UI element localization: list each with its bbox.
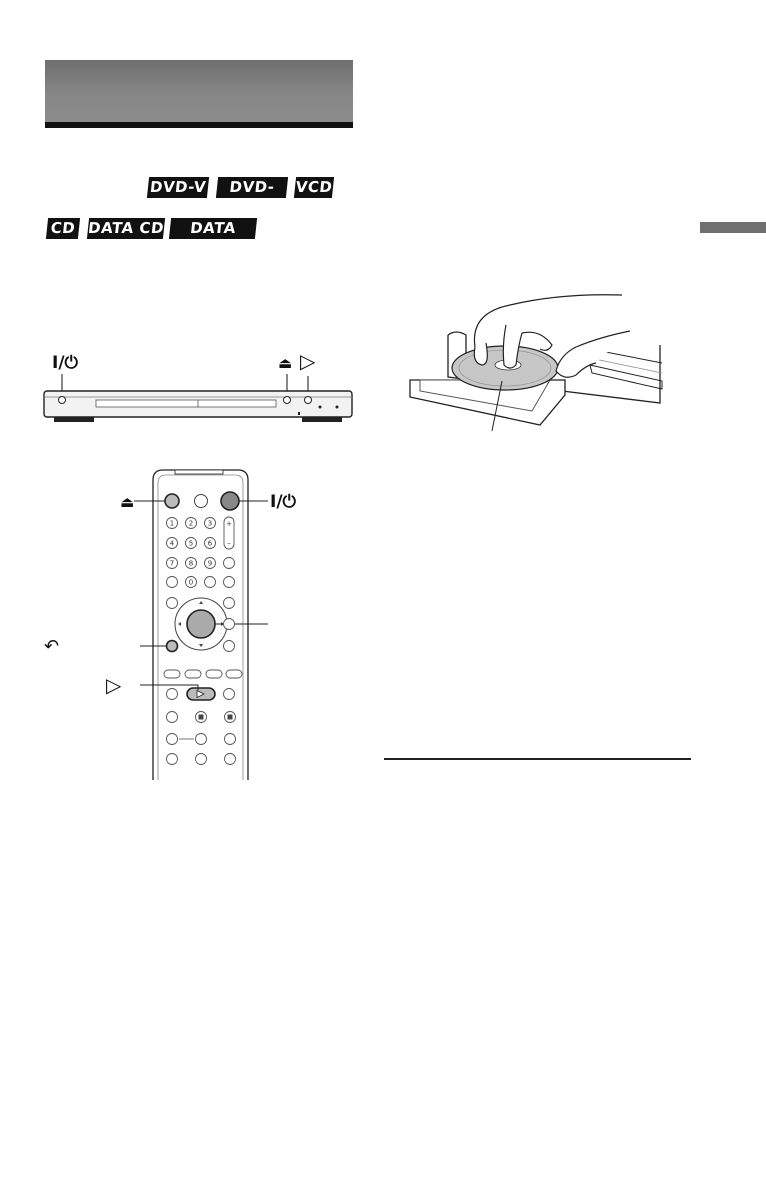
remote-key-volume-up: + bbox=[226, 520, 232, 528]
remote-eject-label: ⏏ bbox=[120, 493, 135, 511]
badge-data-dvd: DATA DVD bbox=[169, 218, 257, 239]
player-eject-label: ⏏ bbox=[278, 354, 293, 372]
badge-dvd-v: DVD-V bbox=[147, 177, 209, 198]
remote-key-4: 4 bbox=[169, 539, 175, 548]
badge-cd: CD bbox=[46, 218, 80, 239]
section-header-block bbox=[45, 60, 353, 122]
remote-play-label: ▷ bbox=[106, 673, 122, 697]
remote-control-illustration bbox=[40, 465, 340, 780]
remote-key-2: 2 bbox=[188, 519, 194, 528]
dvd-player-illustration bbox=[40, 350, 360, 430]
remote-key-3: 3 bbox=[207, 519, 213, 528]
badge-data-cd: DATA CD bbox=[87, 219, 165, 237]
remote-key-0: 0 bbox=[188, 578, 194, 587]
remote-key-volume-down: – bbox=[227, 539, 231, 547]
remote-key-8: 8 bbox=[188, 559, 194, 568]
section-bottom-rule bbox=[384, 758, 691, 760]
remote-key-5: 5 bbox=[188, 539, 194, 548]
badge-dvd-rw: DVD-RW bbox=[216, 177, 288, 198]
remote-enter-button bbox=[187, 610, 215, 638]
badge-vcd: VCD bbox=[294, 178, 334, 196]
remote-key-7: 7 bbox=[169, 559, 175, 568]
remote-return-button bbox=[167, 641, 178, 652]
disc-loading-illustration bbox=[400, 285, 670, 435]
remote-eject-button bbox=[165, 494, 179, 508]
player-play-label: ▷ bbox=[300, 350, 316, 373]
remote-key-1: 1 bbox=[169, 519, 175, 528]
remote-key-6: 6 bbox=[207, 539, 213, 548]
section-header-rule bbox=[45, 122, 353, 128]
remote-power-button bbox=[221, 492, 239, 510]
player-power-label: I/⏻ bbox=[52, 353, 78, 373]
remote-power-label: I/⏻ bbox=[270, 492, 296, 512]
remote-return-label: ↶ bbox=[44, 636, 60, 657]
chapter-side-tab bbox=[700, 222, 766, 233]
remote-key-9: 9 bbox=[207, 559, 213, 568]
